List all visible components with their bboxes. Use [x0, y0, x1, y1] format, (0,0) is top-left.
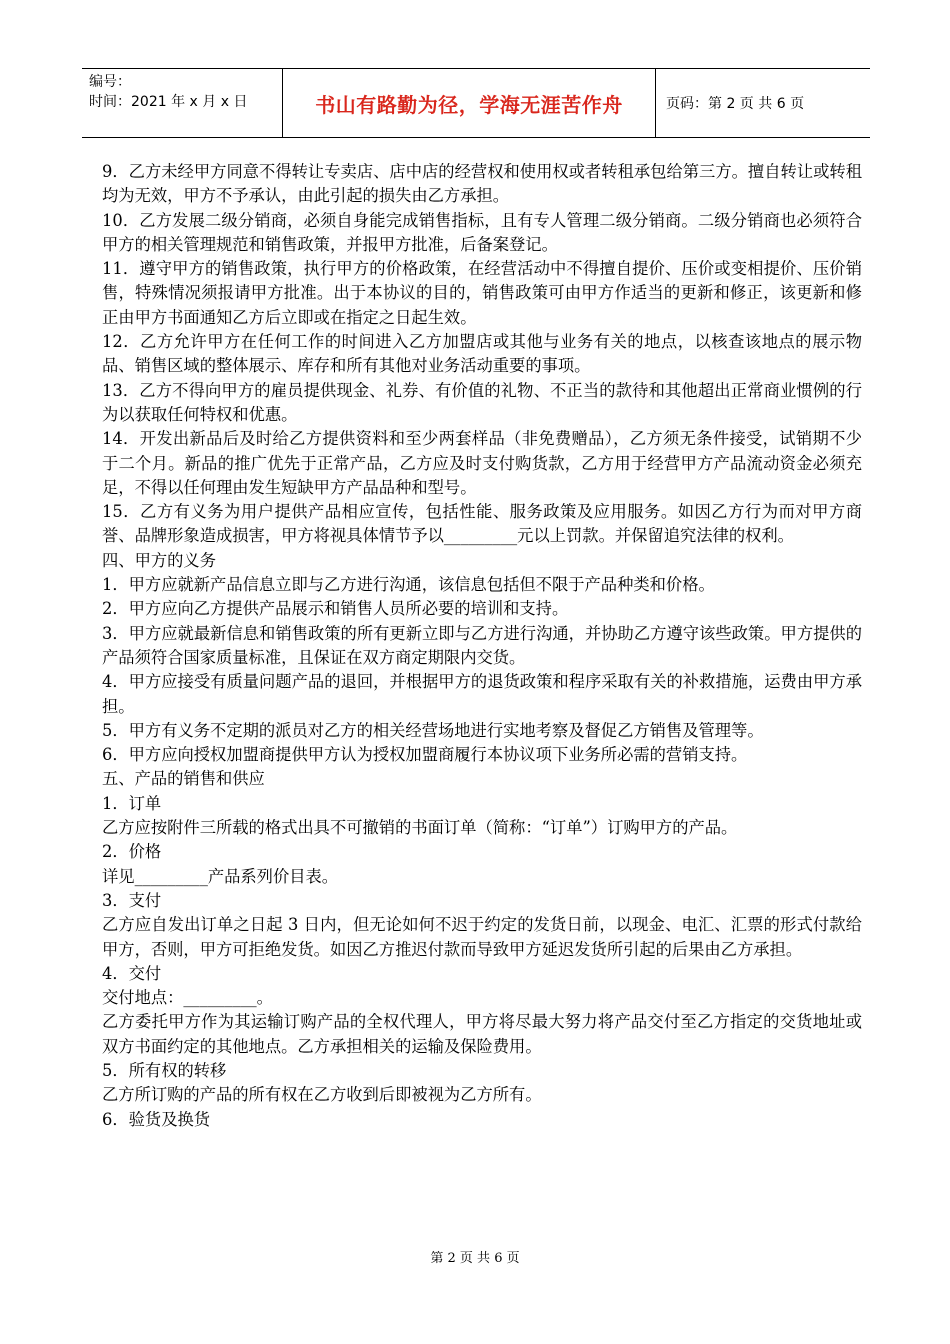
order-text: 乙方应按附件三所载的格式出具不可撤销的书面订单（简称：“订单”）订购甲方的产品。: [102, 818, 738, 838]
clause-12: 12．乙方允许甲方在任何工作的时间进入乙方加盟店或其他与业务有关的地点，以核查该地点的展示物品、销售区域的整体展示、库存和所有其他对业务活动重要的事项。: [102, 332, 862, 376]
section-heading-sales-supply: 五、产品的销售和供应: [102, 769, 265, 789]
subheading-payment: 3．支付: [102, 890, 162, 910]
ownership-transfer-text: 乙方所订购的产品的所有权在乙方收到后即被视为乙方所有。: [102, 1085, 542, 1105]
page-footer: 第 2 页 共 6 页: [430, 1251, 520, 1266]
party-a-obligation-6: 6．甲方应向授权加盟商提供甲方认为授权加盟商履行本协议项下业务所必需的营销支持。: [102, 745, 748, 765]
party-a-obligation-3: 3．甲方应就最新信息和销售政策的所有更新立即与乙方进行沟通，并协助乙方遵守该些政策。甲方提供的产品须符合国家质量标准，且保证在双方商定期限内交货。: [102, 623, 862, 667]
payment-text: 乙方应自发出订单之日起 3 日内，但无论如何不迟于约定的发货日前，以现金、电汇、汇票的形式付款给甲方，否则，甲方可拒绝发货。如因乙方推迟付款而导致甲方延迟发货所引起的后果由乙方承担。: [102, 915, 862, 959]
party-a-obligation-5: 5．甲方有义务不定期的派员对乙方的相关经营场地进行实地考察及督促乙方销售及管理等。: [102, 720, 764, 740]
subheading-inspection-exchange: 6．验货及换货: [102, 1109, 211, 1129]
clause-9: 9．乙方未经甲方同意不得转让专卖店、店中店的经营权和使用权或者转租承包给第三方。擅自转让或转租均为无效，甲方不予承认，由此引起的损失由乙方承担。: [102, 162, 862, 206]
header-page-cell: [656, 69, 870, 137]
price-text: 详见_________产品系列价目表。: [102, 866, 339, 886]
clause-10: 10．乙方发展二级分销商，必须自身能完成销售指标，且有专人管理二级分销商。二级分销商也必须符合甲方的相关管理规范和销售政策，并报甲方批准，后备案登记。: [102, 210, 862, 254]
party-a-obligation-1: 1．甲方应就新产品信息立即与乙方进行沟通，该信息包括但不限于产品种类和价格。: [102, 575, 715, 595]
clause-15: 15．乙方有义务为用户提供产品相应宣传，包括性能、服务政策及应用服务。如因乙方行为而对甲方商誉、品牌形象造成损害，甲方将视具体情节予以_________元以上罚款。并保留追究法律的权利。: [102, 502, 862, 546]
subheading-ownership-transfer: 5．所有权的转移: [102, 1060, 227, 1080]
clause-14: 14．开发出新品后及时给乙方提供资料和至少两套样品（非免费赠品），乙方须无条件接受，试销期不少于二个月。新品的推广优先于正常产品，乙方应及时支付购货款，乙方用于经营甲方产品流动资金必须充足，不得以任何理由发生短缺甲方产品品种和型号。: [102, 429, 862, 497]
delivery-location: 交付地点：_________。: [102, 988, 273, 1008]
clause-11: 11．遵守甲方的销售政策，执行甲方的价格政策，在经营活动中不得擅自提价、压价或变相提价、压价销售，特殊情况须报请甲方批准。出于本协议的目的，销售政策可由甲方作适当的更新和修正，该更新和修正由甲方书面通知乙方后立即或在指定之日起生效。: [102, 259, 862, 327]
party-a-obligation-4: 4．甲方应接受有质量问题产品的退回，并根据甲方的退货政策和程序采取有关的补救措施，运费由甲方承担。: [102, 672, 862, 716]
document-body: [102, 160, 862, 1132]
delivery-text: 乙方委托甲方作为其运输订购产品的全权代理人，甲方将尽最大努力将产品交付至乙方指定的交货地址或双方书面约定的其他地点。乙方承担相关的运输及保险费用。: [102, 1012, 862, 1056]
header-meta-cell: [82, 69, 283, 137]
subheading-delivery: 4．交付: [102, 963, 162, 983]
document-header: [82, 68, 870, 138]
header-page-info: 页码：第 2 页 共 6 页: [666, 96, 805, 112]
subheading-price: 2．价格: [102, 842, 162, 862]
clause-13: 13．乙方不得向甲方的雇员提供现金、礼券、有价值的礼物、不正当的款待和其他超出正常商业惯例的行为以获取任何特权和优惠。: [102, 380, 862, 424]
header-motto: 书山有路勤为径，学海无涯苦作舟: [315, 92, 623, 117]
document-number-label: 编号：: [89, 74, 131, 90]
party-a-obligation-2: 2．甲方应向乙方提供产品展示和销售人员所必要的培训和支持。: [102, 599, 569, 619]
subheading-order: 1．订单: [102, 793, 162, 813]
document-date: 时间：2021 年 x 月 x 日: [89, 94, 248, 110]
section-heading-party-a-obligations: 四、甲方的义务: [102, 550, 216, 570]
header-motto-cell: [283, 69, 656, 137]
